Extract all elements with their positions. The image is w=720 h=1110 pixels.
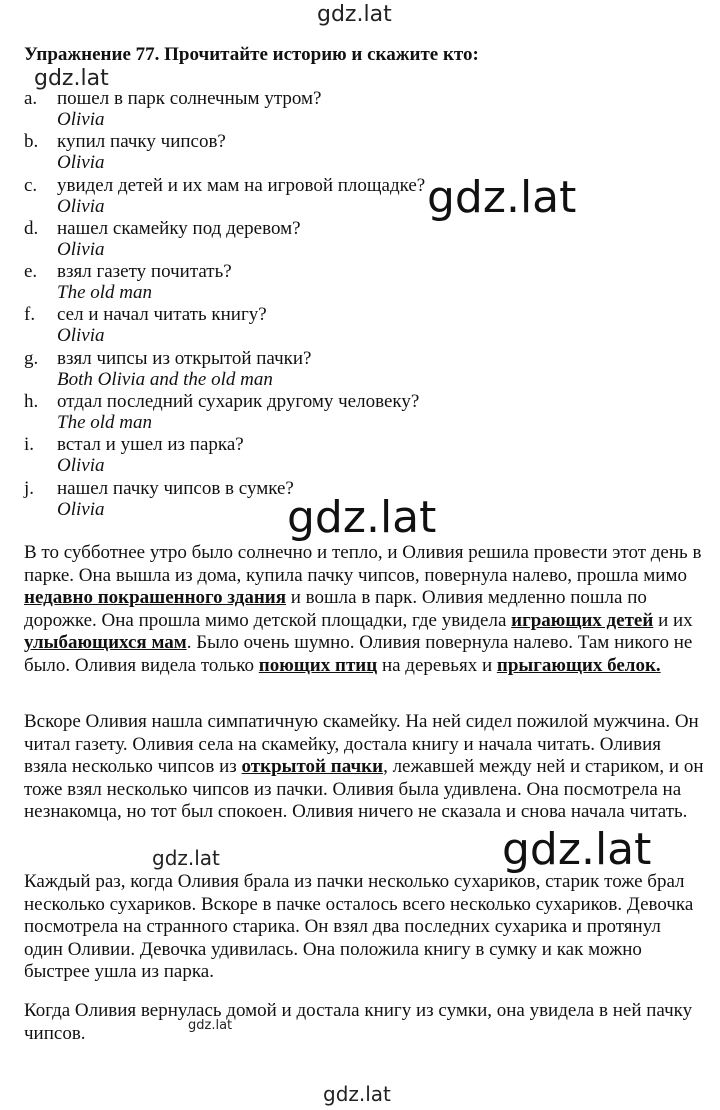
- question-item: [24, 304, 444, 347]
- question-letter: j.: [24, 477, 35, 499]
- watermark-top: gdz.lat: [317, 2, 392, 27]
- question-item: [24, 175, 444, 218]
- question-answer: Olivia: [57, 325, 105, 347]
- question-answer: Olivia: [57, 195, 105, 217]
- question-item: [24, 131, 444, 174]
- highlighted-phrase: открытой пачки: [241, 756, 384, 777]
- watermark-mid: gdz.lat: [152, 846, 220, 870]
- question-letter: b.: [24, 131, 39, 153]
- question-letter: a.: [24, 88, 38, 109]
- question-item: [24, 391, 444, 434]
- question-text: пошел в парк солнечным утром?: [57, 88, 322, 109]
- watermark-bottom: gdz.lat: [323, 1082, 391, 1106]
- question-item: [24, 261, 444, 304]
- story-text: . Было очень шумно. Оливия повернула налево. Там никого не было. Оливия видела только: [24, 632, 693, 676]
- question-letter: g.: [24, 347, 39, 369]
- highlighted-phrase: играющих детей: [511, 609, 654, 631]
- watermark-large-1: gdz.lat: [427, 172, 577, 223]
- question-text: увидел детей и их мам на игровой площадке?: [57, 174, 426, 196]
- highlighted-phrase: поющих птиц: [258, 654, 378, 676]
- story-text: и вошла в парк. Оливия медленно пошла по дорожке. Она прошла мимо детской площадки, где увидела: [24, 587, 647, 631]
- question-text: купил пачку чипсов?: [57, 131, 226, 153]
- story-paragraph-2: [24, 711, 704, 824]
- question-item: [24, 434, 444, 477]
- highlighted-phrase: улыбающихся мам: [24, 632, 187, 653]
- question-text: взял чипсы из открытой пачки?: [57, 347, 312, 369]
- question-text: нашел скамейку под деревом?: [57, 217, 301, 239]
- watermark-large-2: gdz.lat: [287, 492, 437, 543]
- question-text: нашел пачку чипсов в сумке?: [57, 477, 294, 499]
- question-letter: e.: [24, 261, 38, 283]
- question-answer: Both Olivia and the old man: [57, 368, 273, 390]
- highlighted-phrase: прыгающих белок.: [496, 654, 661, 676]
- question-item: [24, 218, 444, 261]
- question-letter: f.: [24, 304, 36, 326]
- question-answer: Olivia: [57, 152, 105, 174]
- story-text: на деревьях и: [377, 654, 497, 676]
- question-letter: d.: [24, 217, 39, 239]
- exercise-heading: Упражнение 77. Прочитайте историю и скажите кто:: [24, 44, 479, 65]
- question-item: [24, 348, 444, 391]
- question-item: [24, 88, 444, 131]
- watermark-small: gdz.lat: [188, 1018, 233, 1033]
- question-answer: Olivia: [57, 238, 105, 260]
- story-paragraph-1: [24, 542, 704, 677]
- story-text: Вскоре Оливия нашла симпатичную скамейку. На ней сидел пожилой мужчина. Он читал газету. Оливия села на скамейку, достала книгу и начала читать. Оливия взяла несколько чипсов из: [24, 711, 699, 777]
- question-text: взял газету почитать?: [57, 261, 232, 283]
- question-text: сел и начал читать книгу?: [57, 304, 267, 326]
- question-answer: Olivia: [57, 455, 105, 477]
- question-letter: i.: [24, 434, 35, 456]
- question-text: встал и ушел из парка?: [57, 434, 244, 456]
- question-answer: Olivia: [57, 498, 105, 520]
- question-letter: h.: [24, 391, 39, 413]
- story-text: В то субботнее утро было солнечно и тепло, и Оливия решила провести этот день в парке. Она вышла из дома, купила пачку чипсов, повернула налево, прошла мимо: [24, 542, 702, 586]
- question-text: отдал последний сухарик другому человеку?: [57, 391, 420, 413]
- question-list: [24, 88, 444, 521]
- question-answer: The old man: [57, 412, 152, 434]
- watermark-large-3: gdz.lat: [502, 824, 652, 875]
- highlighted-phrase: недавно покрашенного здания: [24, 587, 287, 608]
- watermark-left: gdz.lat: [34, 66, 109, 91]
- story-text: , лежавшей между ней и стариком, и он тоже взял несколько чипсов из пачки. Оливия была удивлена. Она посмотрела на незнакомца, но тот был спокоен. Оливия ничего не сказала и снова начала читать.: [24, 756, 704, 822]
- question-answer: The old man: [57, 282, 152, 304]
- question-answer: Olivia: [57, 109, 105, 130]
- story-text: и их: [653, 609, 693, 631]
- story-paragraph-4: Когда Оливия вернулась домой и достала книгу из сумки, она увидела в ней пачку чипсов.: [24, 1000, 693, 1044]
- story-paragraph-3: Каждый раз, когда Оливия брала из пачки несколько сухариков, старик тоже брал несколько сухариков. Вскоре в пачке осталось всего несколько сухариков. Девочка посмотрела на странного старика. Он взял два последних сухарика и протянул один Оливии. Девочка удивилась. Она положила книгу в сумку и как можно быстрее ушла из парка.: [24, 871, 694, 982]
- question-letter: c.: [24, 174, 38, 196]
